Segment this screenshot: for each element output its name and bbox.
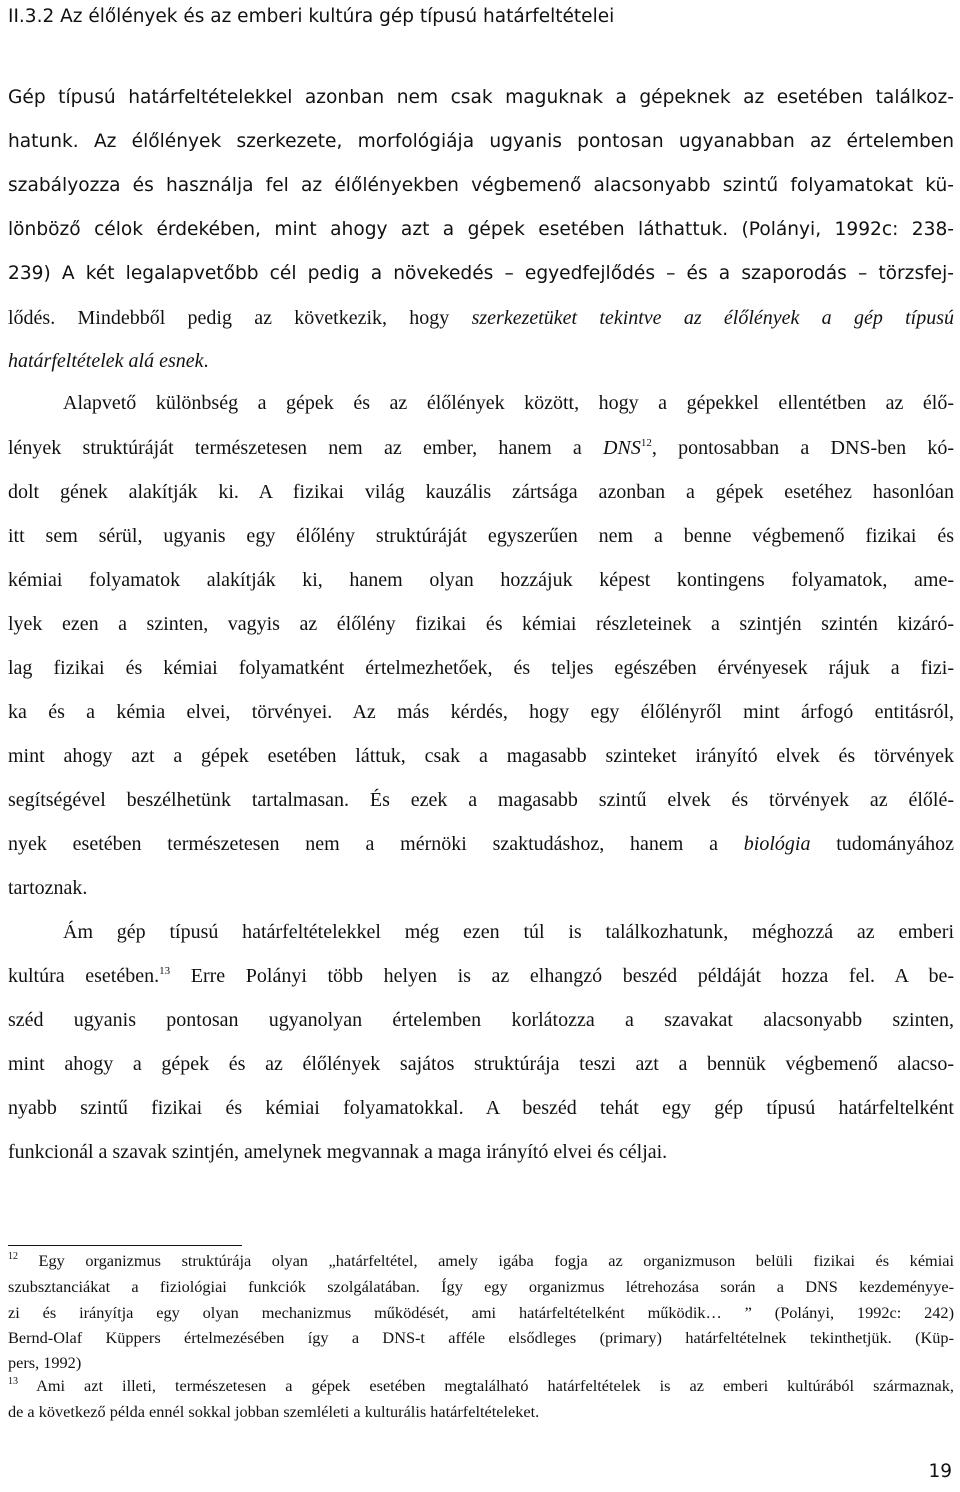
paragraph-2-line-3-text: dolt gének alakítják ki. xyxy=(8,481,259,503)
biologia-italic: biológia xyxy=(743,833,811,855)
paragraph-2-line-8: ka és a kémia elvei, törvényei. Az más kérdés, hogy egy élőlényről mint árfogó entitásról, xyxy=(8,701,954,723)
footnote-12-text-1: Egy organizmus struktúrája olyan „határfeltétel, amely igába fogja az organizmuson belüli fizikai és kémiai xyxy=(18,1251,954,1270)
paragraph-2-line-11-text: nyek esetében természetesen nem a mérnöki szaktudáshoz, hanem a xyxy=(8,833,744,855)
paragraph-3-line-3: széd ugyanis pontosan ugyanolyan értelemben korlátozza a szavakat alacsonyabb szinten, xyxy=(8,1009,954,1031)
footnote-12-line-1 xyxy=(8,1251,954,1271)
footnote-13-line-2: de a következő példa ennél sokkal jobban szemléleti a kulturális határfeltételeket. xyxy=(8,1402,540,1421)
paragraph-3-line-2-text: kultúra esetében. xyxy=(8,965,160,987)
paragraph-2-line-12: tartoznak. xyxy=(8,877,88,899)
paragraph-1-line-3: szabályozza és használja fel az élőlényekben végbemenő alacsonyabb szintű folyamatokat kü- xyxy=(8,175,954,196)
paragraph-2-line-2 xyxy=(8,437,954,460)
footnote-12-line-3: zi és irányítja egy olyan mechanizmus működését, ami határfeltételként működik… ” (Polányi, 1992c: 242) xyxy=(8,1303,954,1322)
paragraph-1-line-1: Gép típusú határfeltételekkel azonban nem csak maguknak a gépeknek az esetében találkoz- xyxy=(8,87,954,108)
footnote-12-number: 12 xyxy=(8,1251,18,1262)
paragraph-2-line-6: lyek ezen a szinten, vagyis az élőlény fizikai és kémiai részleteinek a szintjén szintén kizáró- xyxy=(8,613,954,635)
paragraph-3-line-4: mint ahogy a gépek és az élőlények sajátos struktúrája teszi azt a bennük végbemenő alacso- xyxy=(8,1053,954,1075)
paragraph-1-line-6 xyxy=(8,307,954,330)
paragraph-2-line-5: kémiai folyamatok alakítják ki, hanem olyan hozzájuk képest kontingens folyamatok, ame- xyxy=(8,569,954,591)
paragraph-3-line-1: Ám gép típusú határfeltételekkel még ezen túl is találkozhatunk, méghozzá az emberi xyxy=(63,921,954,943)
paragraph-3-line-2-tail: Erre Polányi több helyen is az elhangzó beszéd példáját hozza fel. A be- xyxy=(170,965,955,987)
paragraph-2-line-7: lag fizikai és kémiai folyamatként értelmezhetőek, és teljes egészében érvényesek rájuk a fizi- xyxy=(8,657,954,679)
paragraph-1-period: . xyxy=(203,350,209,372)
paragraph-1-line-5: 239) A két legalapvetőbb cél pedig a növekedés – egyedfejlődés – és a szaporodás – törzsfej- xyxy=(8,263,954,284)
footnote-12-ref[interactable]: 12 xyxy=(640,437,652,449)
paragraph-3-line-6: funkcionál a szavak szintjén, amelynek megvannak a maga irányító elvei és céljai. xyxy=(8,1141,668,1163)
paragraph-2-line-10: segítségével beszélhetünk tartalmasan. És ezek a magasabb szintű elvek és törvények az élőlé- xyxy=(8,789,954,811)
paragraph-1-line-4: lönböző célok érdekében, mint ahogy azt a gépek esetében láthattuk. (Polányi, 1992c: 238- xyxy=(8,219,954,240)
footnote-13-line-1 xyxy=(8,1376,954,1396)
footnote-separator xyxy=(8,1245,242,1246)
section-heading: II.3.2 Az élőlények és az emberi kultúra gép típusú határfeltételei xyxy=(8,6,615,27)
paragraph-1-line-7 xyxy=(8,350,208,373)
footnote-13-number: 13 xyxy=(8,1376,18,1387)
footnote-12-line-4: Bernd-Olaf Küppers értelmezésében így a DNS-t afféle elsődleges (primary) határfeltételnek tekinthetjük. (Küp- xyxy=(8,1328,954,1347)
paragraph-3-line-2 xyxy=(8,965,954,988)
paragraph-2-line-11-tail: tudományához xyxy=(810,833,954,855)
paragraph-1-italic-claim: szerkezetüket tekintve az élőlények a gép típusú xyxy=(471,307,954,329)
paragraph-2-line-3 xyxy=(8,481,954,504)
paragraph-2-line-9: mint ahogy azt a gépek esetében láttuk, csak a magasabb szinteket irányító elvek és törvények xyxy=(8,745,954,767)
paragraph-2-line-2-tail: , pontosabban a DNS-ben kó- xyxy=(651,437,954,459)
dns-italic: DNS xyxy=(603,437,641,459)
paragraph-1-line-6-text: lődés. Mindebből pedig az következik, hogy xyxy=(8,307,472,329)
footnote-12-line-5: pers, 1992) xyxy=(8,1353,82,1372)
paragraph-2-line-3-tail: A fizikai világ kauzális zártsága azonban a gépek esetéhez hasonlóan xyxy=(258,481,954,503)
paragraph-3-line-5: nyabb szintű fizikai és kémiai folyamatokkal. A beszéd tehát egy gép típusú határfeltelként xyxy=(8,1097,954,1119)
footnote-13-ref[interactable]: 13 xyxy=(159,965,171,977)
paragraph-1-italic-end: határfeltételek alá esnek xyxy=(8,350,204,372)
paragraph-1-line-2: hatunk. Az élőlények szerkezete, morfológiája ugyanis pontosan ugyanabban az értelemben xyxy=(8,131,954,152)
paragraph-2-line-2-text: lények struktúráját természetesen nem az ember, hanem a xyxy=(8,437,604,459)
page-number: 19 xyxy=(928,1461,952,1482)
footnote-13-text-1: Ami azt illeti, természetesen a gépek esetében megtalálható határfeltételek is az emberi kultúrából származnak, xyxy=(18,1376,954,1395)
footnote-12-line-2: szubsztanciákat a fiziológiai funkciók szolgálatában. Így egy organizmus létrehozása során a DNS kezdeményye- xyxy=(8,1277,954,1296)
paragraph-2-line-1: Alapvető különbség a gépek és az élőlények között, hogy a gépekkel ellentétben az élő- xyxy=(63,392,954,414)
paragraph-2-line-11 xyxy=(8,833,954,856)
paragraph-2-line-4: itt sem sérül, ugyanis egy élőlény struktúráját egyszerűen nem a benne végbemenő fizikai és xyxy=(8,525,954,547)
